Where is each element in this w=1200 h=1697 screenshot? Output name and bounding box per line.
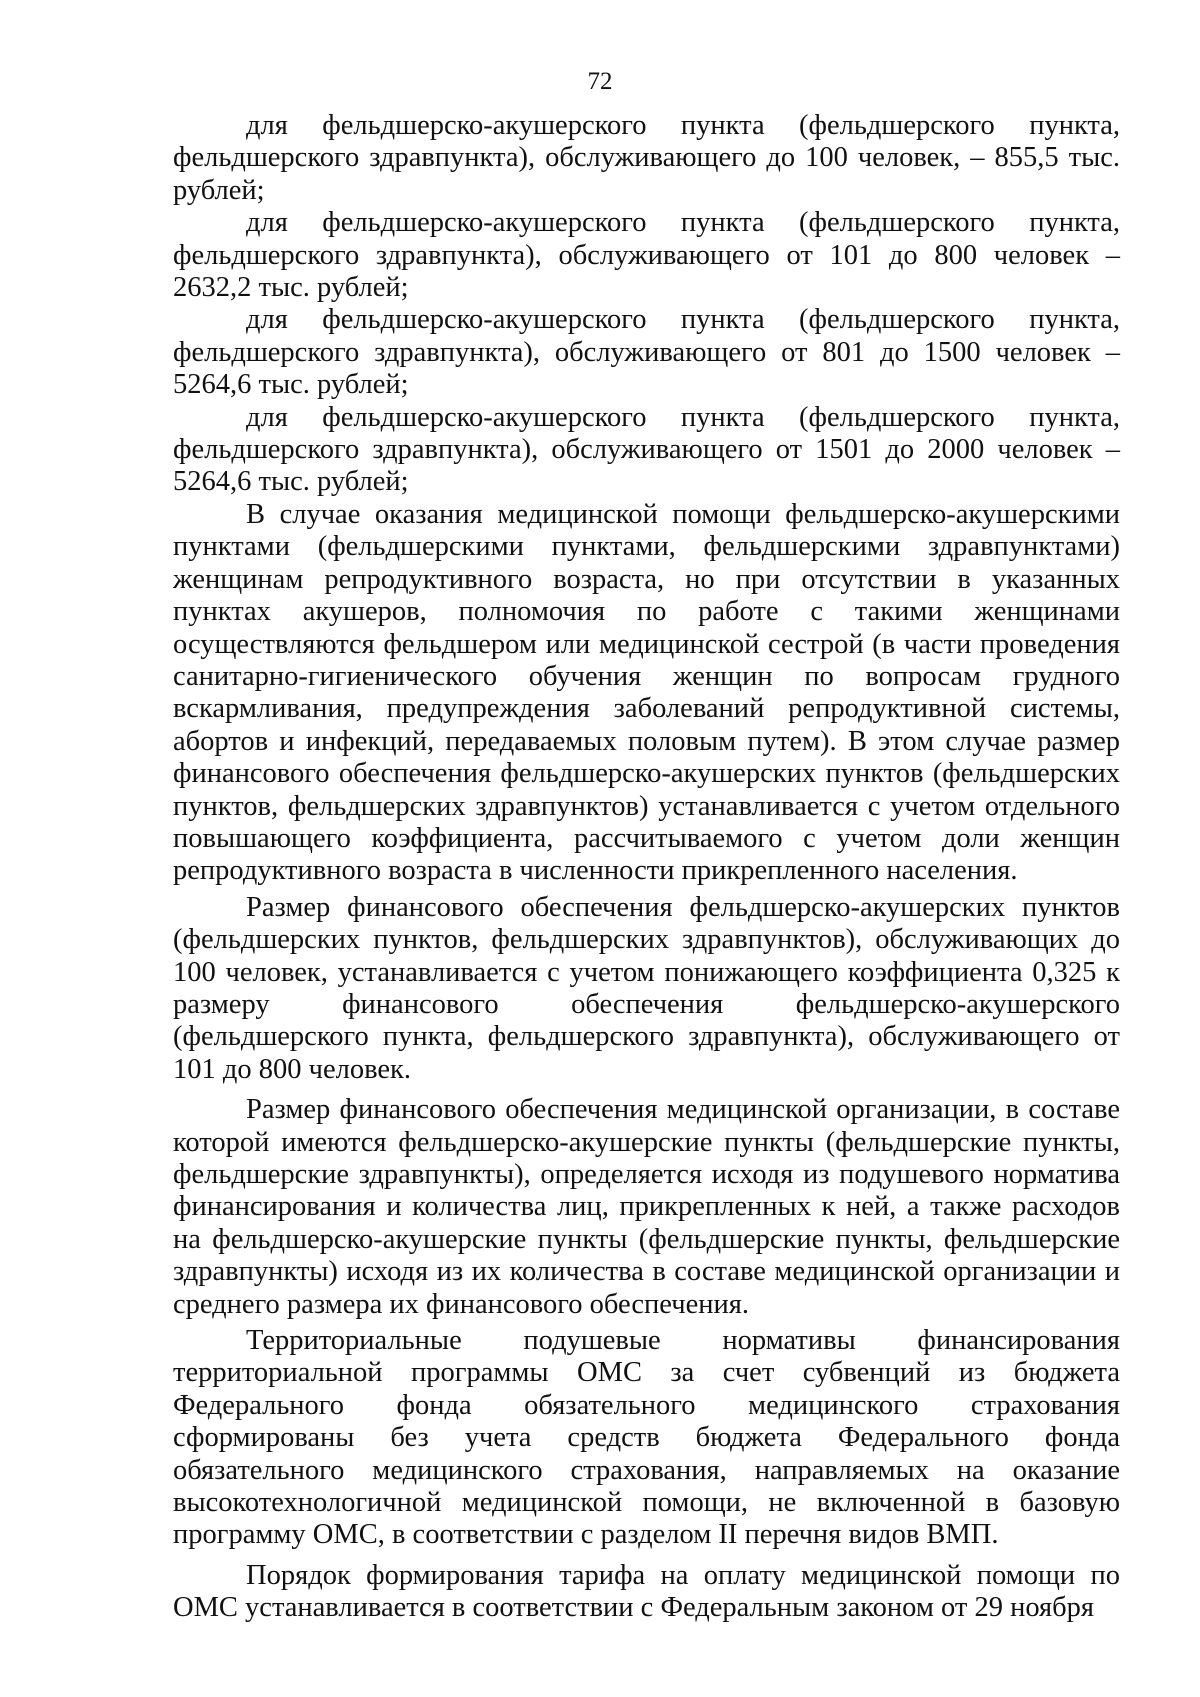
paragraph-fap-101-800: для фельдшерско-акушерского пункта (фельдшерского пункта, фельдшерского здравпункта), обслуживающего от 101 до 800 человек – 2632,2 тыс. рублей; [173, 207, 1120, 304]
paragraph-fap-1501-2000: для фельдшерско-акушерского пункта (фельдшерского пункта, фельдшерского здравпункта), обслуживающего от 1501 до 2000 человек – 5264,6 тыс. рублей; [173, 401, 1120, 498]
paragraph-per-capita-standards: Территориальные подушевые нормативы финансирования территориальной программы ОМС за счет субвенций из бюджета Федерального фонда обязательного медицинского страхования сформированы без учета средств бюджета Федерального фонда обязательного медицинского страхования, направляемых на оказание высокотехнологичной медицинской помощи, не включенной в базовую программу ОМС, в соответствии с разделом II перечня видов ВМП. [173, 1325, 1120, 1551]
document-body [173, 110, 1120, 1625]
paragraph-fap-801-1500: для фельдшерско-акушерского пункта (фельдшерского пункта, фельдшерского здравпункта), обслуживающего от 801 до 1500 человек – 5264,6 тыс. рублей; [173, 304, 1120, 401]
paragraph-tariff-procedure: Порядок формирования тарифа на оплату медицинской помощи по ОМС устанавливается в соответствии с Федеральным законом от 29 ноября [173, 1559, 1120, 1624]
page-number: 72 [587, 68, 613, 95]
paragraph-fap-up-to-100: для фельдшерско-акушерского пункта (фельдшерского пункта, фельдшерского здравпункта), обслуживающего до 100 человек, – 855,5 тыс. рублей; [173, 110, 1120, 206]
paragraph-medical-organization-financing: Размер финансового обеспечения медицинской организации, в составе которой имеются фельдшерско-акушерские пункты (фельдшерские пункты, фельдшерские здравпункты), определяется исходя из подушевого норматива финансирования и количества лиц, прикрепленных к ней, а также расходов на фельдшерско-акушерские пункты (фельдшерские пункты, фельдшерские здравпункты) исходя из их количества в составе медицинской организации и среднего размера их финансового обеспечения. [173, 1094, 1120, 1320]
paragraph-reducing-coefficient: Размер финансового обеспечения фельдшерско-акушерских пунктов (фельдшерских пунктов, фельдшерских здравпунктов), обслуживающих до 100 человек, устанавливается с учетом понижающего коэффициента 0,325 к размеру финансового обеспечения фельдшерско-акушерского (фельдшерского пункта, фельдшерского здравпункта), обслуживающего от 101 до 800 человек. [173, 891, 1120, 1085]
paragraph-reproductive-age-women: В случае оказания медицинской помощи фельдшерско-акушерскими пунктами (фельдшерскими пунктами, фельдшерскими здравпунктами) женщинам репродуктивного возраста, но при отсутствии в указанных пунктах акушеров, полномочия по работе с такими женщинами осуществляются фельдшером или медицинской сестрой (в части проведения санитарно-гигиенического обучения женщин по вопросам грудного вскармливания, предупреждения заболеваний репродуктивной системы, абортов и инфекций, передаваемых половым путем). В этом случае размер финансового обеспечения фельдшерско-акушерских пунктов (фельдшерских пунктов, фельдшерских здравпунктов) устанавливается с учетом отдельного повышающего коэффициента, рассчитываемого с учетом доли женщин репродуктивного возраста в численности прикрепленного населения. [173, 498, 1120, 887]
